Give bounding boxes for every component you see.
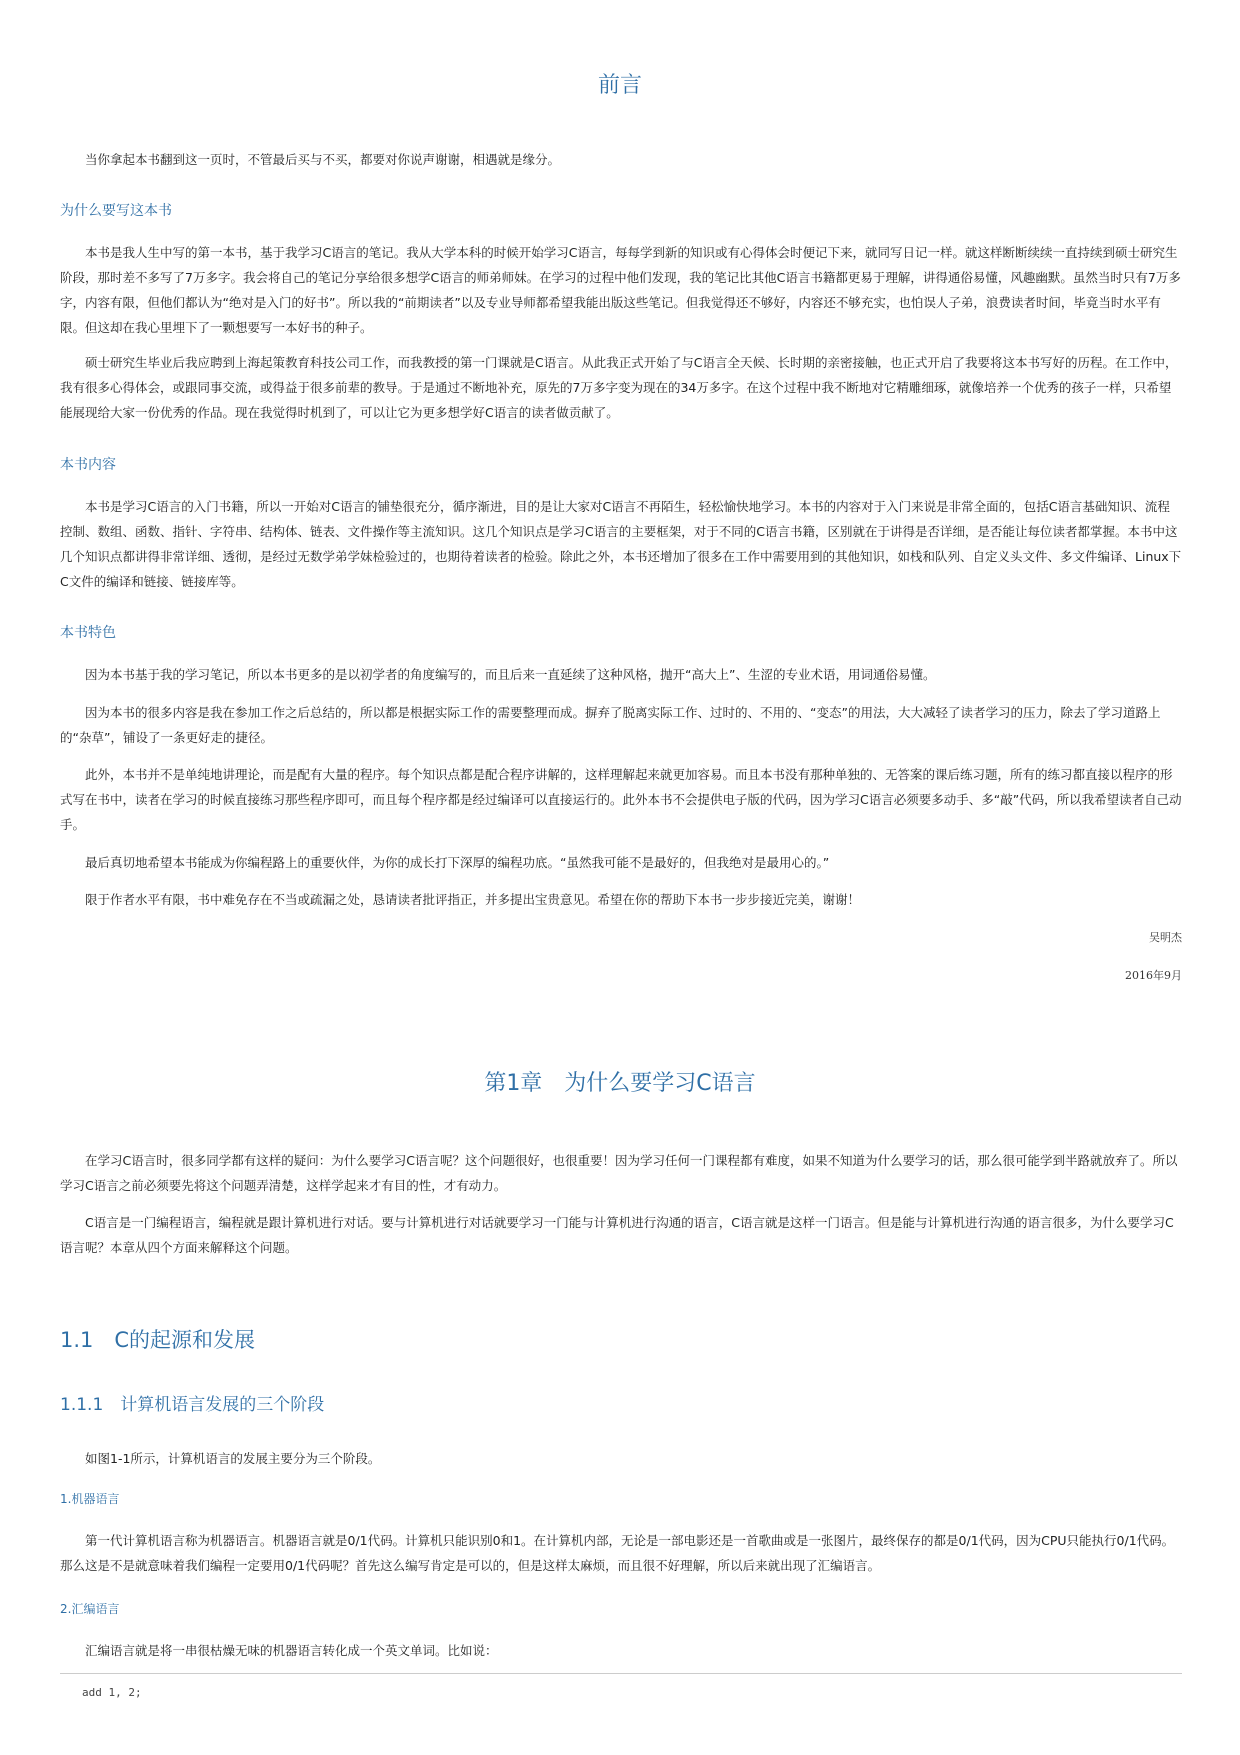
preface-intro: 当你拿起本书翻到这一页时，不管最后买与不买，都要对你说声谢谢，相遇就是缘分。 xyxy=(85,152,561,167)
code-example: add 1, 2; xyxy=(82,1686,142,1699)
feature-paragraph-3: 此外，本书并不是单纯地讲理论，而是配有大量的程序。每个知识点都是配合程序讲解的，这样理解起来就更加容易。而且本书没有那种单独的、无答案的课后练习题，所有的练习都直接以程序的形式写在书中，读者在学习的时候直接练习那些程序即可，而且每个程序都是经过编译可以直接运行的。此外本书不会提供电子版的代码，因为学习C语言必须要多动手、多“敲”代码，所以我希望读者自己动手。 xyxy=(60,767,1182,832)
heading-assembly-language: 2.汇编语言 xyxy=(60,1602,120,1616)
chapter-title: 第1章 为什么要学习C语言 xyxy=(484,1071,756,1096)
why-paragraph-1: 本书是我人生中写的第一本书，基于我学习C语言的笔记。我从大学本科的时候开始学习C语言，每每学到新的知识或有心得体会时便记下来，就同写日记一样。就这样断断续续一直持续到硕士研究生阶段，那时差不多写了7万多字。我会将自己的笔记分享给很多想学C语言的师弟师妹。在学习的过程中他们发现，我的笔记比其他C语言书籍都更易于理解，讲得通俗易懂，风趣幽默。虽然当时只有7万多字，内容有限，但他们都认为“绝对是入门的好书”。所以我的“前期读者”以及专业导师都希望我能出版这些笔记。但我觉得还不够好，内容还不够充实，也怕误人子弟，浪费读者时间，毕竟当时水平有限。但这却在我心里埋下了一颗想要写一本好书的种子。 xyxy=(60,245,1181,335)
feature-paragraph-1: 因为本书基于我的学习笔记，所以本书更多的是以初学者的角度编写的，而且后来一直延续了这种风格，抛开“高大上”、生涩的专业术语，用词通俗易懂。 xyxy=(85,667,936,682)
content-paragraph-1: 本书是学习C语言的入门书籍，所以一开始对C语言的铺垫很充分，循序渐进，目的是让大家对C语言不再陌生，轻松愉快地学习。本书的内容对于入门来说是非常全面的，包括C语言基础知识、流程控制、数组、函数、指针、字符串、结构体、链表、文件操作等主流知识。这几个知识点是学习C语言的主要框架，对于不同的C语言书籍，区别就在于讲得是否详细，是否能让每位读者都掌握。本书中这几个知识点都讲得非常详细、透彻，是经过无数学弟学妹检验过的，也期待着读者的检验。除此之外，本书还增加了很多在工作中需要用到的其他知识，如栈和队列、自定义头文件、多文件编译、Linux下C文件的编译和链接、链接库等。 xyxy=(60,499,1182,589)
preface-title: 前言 xyxy=(597,73,642,98)
feature-paragraph-4: 最后真切地希望本书能成为你编程路上的重要伙伴，为你的成长打下深厚的编程功底。“虽然我可能不是最好的，但我绝对是最用心的。” xyxy=(85,855,830,870)
feature-paragraph-2: 因为本书的很多内容是我在参加工作之后总结的，所以都是根据实际工作的需要整理而成。摒弃了脱离实际工作、过时的、不用的、“变态”的用法，大大减轻了读者学习的压力，除去了学习道路上的“杂草”，铺设了一条更好走的捷径。 xyxy=(60,705,1161,745)
feature-paragraph-5: 限于作者水平有限，书中难免存在不当或疏漏之处，恳请读者批评指正，并多提出宝贵意见。希望在你的帮助下本书一步步接近完美，谢谢！ xyxy=(85,892,861,907)
heading-book-content: 本书内容 xyxy=(60,457,116,473)
chapter-paragraph-1: 在学习C语言时，很多同学都有这样的疑问：为什么要学习C语言呢？这个问题很好，也很重要！因为学习任何一门课程都有难度，如果不知道为什么要学习的话，那么很可能学到半路就放弃了。所以学习C语言之前必须要先将这个问题弄清楚，这样学起来才有目的性，才有动力。 xyxy=(60,1153,1178,1193)
heading-why-write: 为什么要写这本书 xyxy=(60,203,172,219)
section-1-1-1-paragraph: 如图1-1所示，计算机语言的发展主要分为三个阶段。 xyxy=(85,1451,381,1466)
code-block-rule xyxy=(60,1673,1182,1674)
author-signature: 吴明杰 xyxy=(1149,931,1182,944)
heading-machine-language: 1.机器语言 xyxy=(60,1492,120,1506)
section-1-1-1-title: 1.1.1 计算机语言发展的三个阶段 xyxy=(60,1395,325,1415)
why-paragraph-2: 硕士研究生毕业后我应聘到上海起策教育科技公司工作，而我教授的第一门课就是C语言。从此我正式开始了与C语言全天候、长时期的亲密接触，也正式开启了我要将这本书写好的历程。在工作中，我有很多心得体会，或跟同事交流，或得益于很多前辈的教导。于是通过不断地补充，原先的7万多字变为现在的34万多字。在这个过程中我不断地对它精雕细琢，就像培养一个优秀的孩子一样，只希望能展现给大家一份优秀的作品。现在我觉得时机到了，可以让它为更多想学好C语言的读者做贡献了。 xyxy=(60,355,1178,420)
machine-language-paragraph: 第一代计算机语言称为机器语言。机器语言就是0/1代码。计算机只能识别0和1。在计算机内部，无论是一部电影还是一首歌曲或是一张图片，最终保存的都是0/1代码，因为CPU只能执行0/1代码。那么这是不是就意味着我们编程一定要用0/1代码呢？首先这么编写肯定是可以的，但是这样太麻烦，而且很不好理解，所以后来就出现了汇编语言。 xyxy=(60,1533,1175,1573)
section-1-1-title: 1.1 C的起源和发展 xyxy=(60,1328,256,1352)
chapter-paragraph-2: C语言是一门编程语言，编程就是跟计算机进行对话。要与计算机进行对话就要学习一门能与计算机进行沟通的语言，C语言就是这样一门语言。但是能与计算机进行沟通的语言很多，为什么要学习C语言呢？本章从四个方面来解释这个问题。 xyxy=(60,1215,1174,1255)
preface-date: 2016年9月 xyxy=(1125,969,1182,982)
assembly-language-paragraph: 汇编语言就是将一串很枯燥无味的机器语言转化成一个英文单词。比如说： xyxy=(85,1643,498,1658)
heading-book-features: 本书特色 xyxy=(60,625,116,641)
